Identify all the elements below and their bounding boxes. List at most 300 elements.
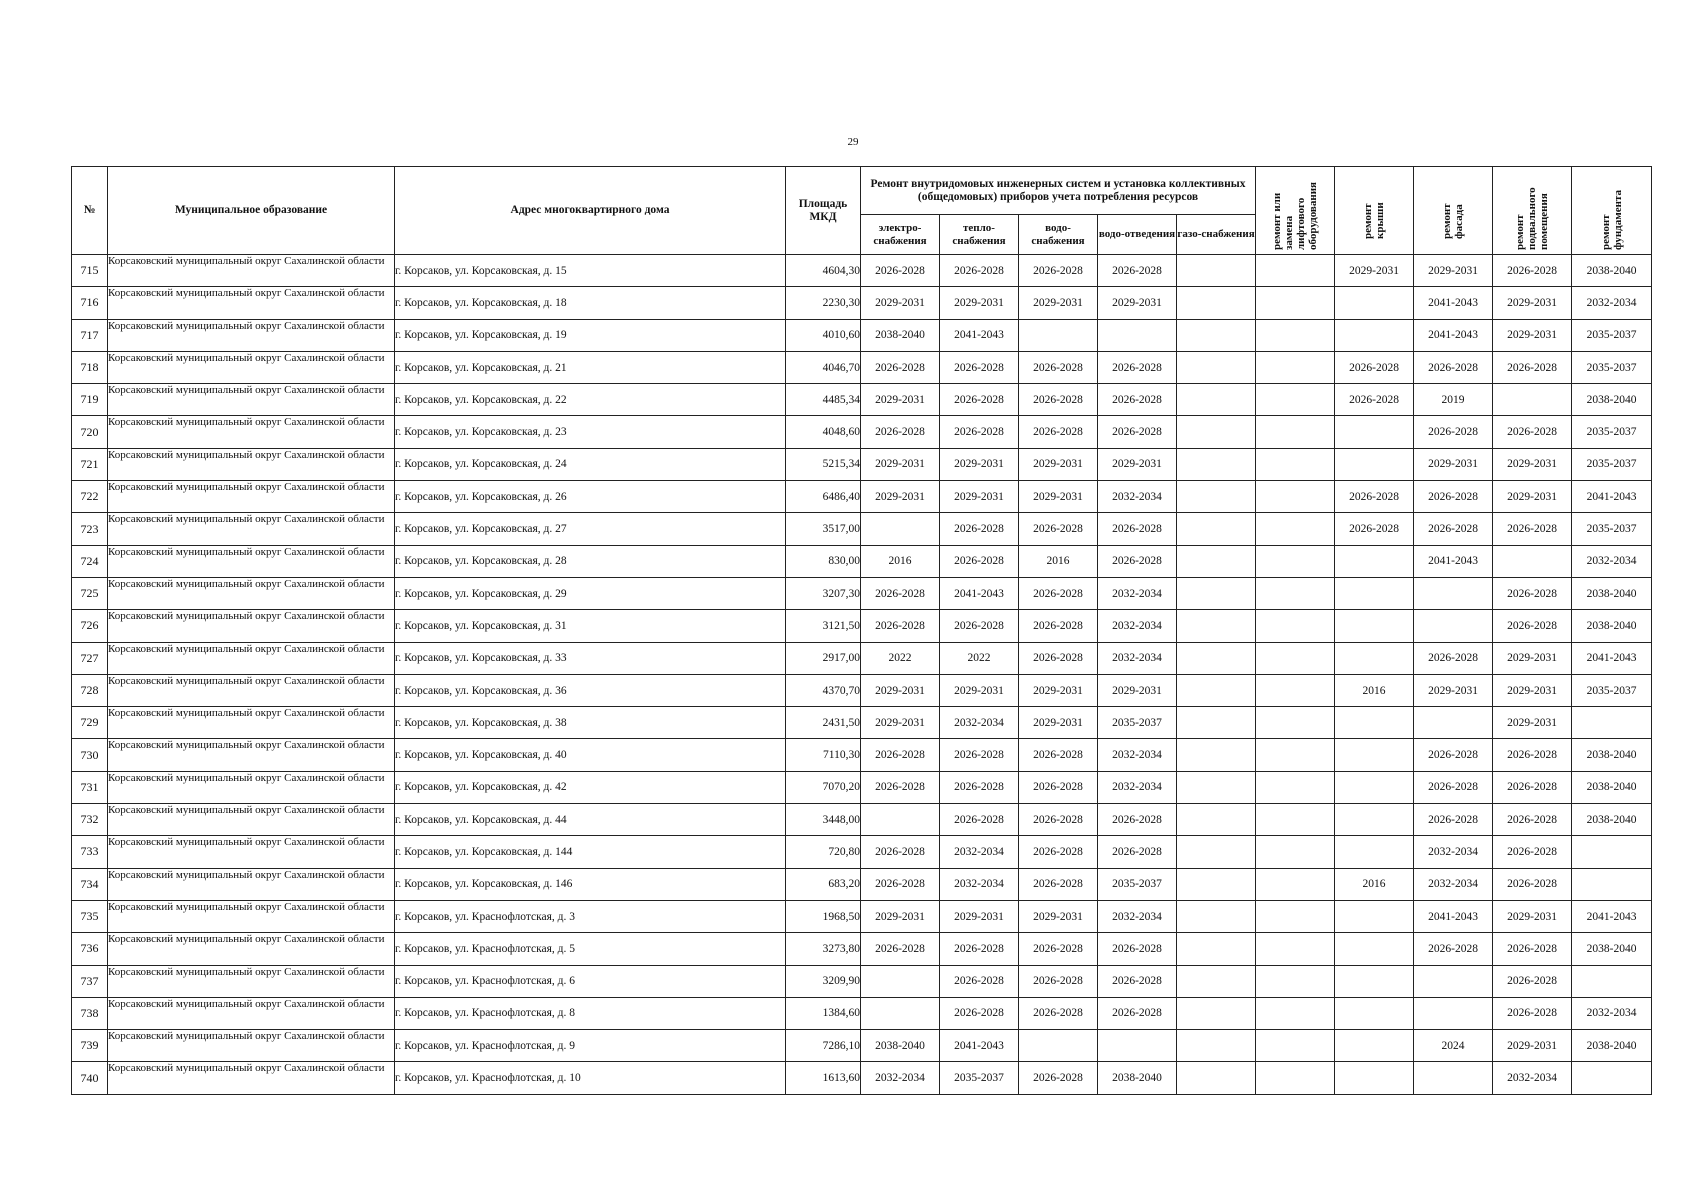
basement-cell (1493, 384, 1572, 416)
gas-cell (1177, 1062, 1256, 1094)
basement-cell: 2026-2028 (1493, 771, 1572, 803)
gas-cell (1177, 384, 1256, 416)
row-number: 715 (72, 255, 108, 287)
row-number: 724 (72, 545, 108, 577)
basement-cell: 2029-2031 (1493, 319, 1572, 351)
basement-cell: 2026-2028 (1493, 836, 1572, 868)
basement-cell: 2029-2031 (1493, 1030, 1572, 1062)
electricity-cell: 2026-2028 (861, 577, 940, 609)
address-cell: г. Корсаков, ул. Корсаковская, д. 44 (395, 804, 786, 836)
roof-cell (1335, 448, 1414, 480)
heat-cell: 2026-2028 (940, 739, 1019, 771)
table-row (72, 577, 1652, 609)
facade-cell: 2041-2043 (1414, 900, 1493, 932)
heat-cell: 2041-2043 (940, 1030, 1019, 1062)
basement-cell: 2029-2031 (1493, 674, 1572, 706)
foundation-cell: 2035-2037 (1572, 416, 1652, 448)
facade-cell: 2019 (1414, 384, 1493, 416)
row-number: 716 (72, 287, 108, 319)
facade-cell: 2032-2034 (1414, 836, 1493, 868)
heat-cell: 2032-2034 (940, 836, 1019, 868)
facade-cell: 2026-2028 (1414, 642, 1493, 674)
water-disposal-cell: 2035-2037 (1098, 868, 1177, 900)
lift-cell (1256, 287, 1335, 319)
roof-cell (1335, 707, 1414, 739)
municipality-cell: Корсаковский муниципальный округ Сахалинской области (108, 965, 395, 997)
foundation-cell: 2035-2037 (1572, 319, 1652, 351)
gas-cell (1177, 707, 1256, 739)
address-cell: г. Корсаков, ул. Корсаковская, д. 144 (395, 836, 786, 868)
lift-cell (1256, 255, 1335, 287)
water-supply-cell: 2026-2028 (1019, 577, 1098, 609)
heat-cell: 2026-2028 (940, 997, 1019, 1029)
row-number: 737 (72, 965, 108, 997)
electricity-cell (861, 513, 940, 545)
municipality-cell: Корсаковский муниципальный округ Сахалинской области (108, 481, 395, 513)
repair-schedule-table (71, 166, 1652, 1095)
header-gas: газо-снабжения (1177, 215, 1256, 255)
heat-cell: 2035-2037 (940, 1062, 1019, 1094)
lift-cell (1256, 319, 1335, 351)
heat-cell: 2026-2028 (940, 351, 1019, 383)
water-supply-cell: 2026-2028 (1019, 739, 1098, 771)
row-number: 726 (72, 610, 108, 642)
roof-cell: 2016 (1335, 868, 1414, 900)
facade-cell: 2026-2028 (1414, 351, 1493, 383)
header-foundation-label: ремонт фундамента (1599, 189, 1624, 250)
foundation-cell: 2038-2040 (1572, 739, 1652, 771)
municipality-cell: Корсаковский муниципальный округ Сахалинской области (108, 674, 395, 706)
table-row (72, 836, 1652, 868)
electricity-cell: 2016 (861, 545, 940, 577)
header-water-supply: водо-снабжения (1019, 215, 1098, 255)
gas-cell (1177, 416, 1256, 448)
roof-cell (1335, 739, 1414, 771)
electricity-cell: 2026-2028 (861, 771, 940, 803)
gas-cell (1177, 933, 1256, 965)
water-supply-cell: 2029-2031 (1019, 448, 1098, 480)
row-number: 727 (72, 642, 108, 674)
header-address: Адрес многоквартирного дома (395, 167, 786, 255)
address-cell: г. Корсаков, ул. Корсаковская, д. 23 (395, 416, 786, 448)
water-disposal-cell: 2026-2028 (1098, 351, 1177, 383)
facade-cell (1414, 610, 1493, 642)
header-basement (1493, 167, 1572, 255)
lift-cell (1256, 739, 1335, 771)
roof-cell (1335, 1062, 1414, 1094)
row-number: 738 (72, 997, 108, 1029)
table-row (72, 1062, 1652, 1094)
basement-cell: 2026-2028 (1493, 610, 1572, 642)
electricity-cell: 2026-2028 (861, 416, 940, 448)
header-water-disposal: водо-отведения (1098, 215, 1177, 255)
heat-cell: 2026-2028 (940, 933, 1019, 965)
address-cell: г. Корсаков, ул. Краснофлотская, д. 8 (395, 997, 786, 1029)
municipality-cell: Корсаковский муниципальный округ Сахалинской области (108, 900, 395, 932)
basement-cell: 2029-2031 (1493, 707, 1572, 739)
row-number: 725 (72, 577, 108, 609)
municipality-cell: Корсаковский муниципальный округ Сахалинской области (108, 610, 395, 642)
table-row (72, 771, 1652, 803)
header-municipality: Муниципальное образование (108, 167, 395, 255)
municipality-cell: Корсаковский муниципальный округ Сахалинской области (108, 771, 395, 803)
gas-cell (1177, 577, 1256, 609)
row-number: 734 (72, 868, 108, 900)
lift-cell (1256, 545, 1335, 577)
roof-cell (1335, 836, 1414, 868)
header-electricity: электро-снабжения (861, 215, 940, 255)
row-number: 728 (72, 674, 108, 706)
electricity-cell: 2029-2031 (861, 481, 940, 513)
foundation-cell: 2038-2040 (1572, 1030, 1652, 1062)
area-cell: 4010,60 (786, 319, 861, 351)
heat-cell: 2026-2028 (940, 804, 1019, 836)
address-cell: г. Корсаков, ул. Корсаковская, д. 22 (395, 384, 786, 416)
heat-cell: 2026-2028 (940, 513, 1019, 545)
heat-cell: 2029-2031 (940, 448, 1019, 480)
facade-cell (1414, 997, 1493, 1029)
heat-cell: 2029-2031 (940, 481, 1019, 513)
table-row (72, 416, 1652, 448)
basement-cell: 2029-2031 (1493, 287, 1572, 319)
heat-cell: 2026-2028 (940, 255, 1019, 287)
basement-cell: 2026-2028 (1493, 739, 1572, 771)
electricity-cell: 2026-2028 (861, 933, 940, 965)
lift-cell (1256, 610, 1335, 642)
heat-cell: 2029-2031 (940, 674, 1019, 706)
municipality-cell: Корсаковский муниципальный округ Сахалинской области (108, 868, 395, 900)
page-number: 29 (847, 136, 859, 148)
water-disposal-cell: 2032-2034 (1098, 771, 1177, 803)
area-cell: 7070,20 (786, 771, 861, 803)
water-supply-cell: 2029-2031 (1019, 707, 1098, 739)
roof-cell (1335, 319, 1414, 351)
table-row (72, 351, 1652, 383)
lift-cell (1256, 707, 1335, 739)
address-cell: г. Корсаков, ул. Корсаковская, д. 28 (395, 545, 786, 577)
header-lift-label: ремонт или замена лифтового оборудования (1271, 181, 1320, 250)
water-supply-cell: 2026-2028 (1019, 997, 1098, 1029)
lift-cell (1256, 900, 1335, 932)
water-disposal-cell: 2032-2034 (1098, 610, 1177, 642)
address-cell: г. Корсаков, ул. Краснофлотская, д. 10 (395, 1062, 786, 1094)
address-cell: г. Корсаков, ул. Краснофлотская, д. 3 (395, 900, 786, 932)
gas-cell (1177, 836, 1256, 868)
header-area: Площадь МКД (786, 167, 861, 255)
water-supply-cell: 2029-2031 (1019, 674, 1098, 706)
row-number: 733 (72, 836, 108, 868)
foundation-cell: 2038-2040 (1572, 933, 1652, 965)
gas-cell (1177, 513, 1256, 545)
heat-cell: 2041-2043 (940, 319, 1019, 351)
foundation-cell: 2041-2043 (1572, 481, 1652, 513)
municipality-cell: Корсаковский муниципальный округ Сахалинской области (108, 287, 395, 319)
row-number: 730 (72, 739, 108, 771)
table-row (72, 481, 1652, 513)
gas-cell (1177, 997, 1256, 1029)
facade-cell: 2029-2031 (1414, 448, 1493, 480)
municipality-cell: Корсаковский муниципальный округ Сахалинской области (108, 351, 395, 383)
facade-cell: 2026-2028 (1414, 771, 1493, 803)
table-row (72, 513, 1652, 545)
water-supply-cell: 2026-2028 (1019, 513, 1098, 545)
area-cell: 6486,40 (786, 481, 861, 513)
municipality-cell: Корсаковский муниципальный округ Сахалинской области (108, 513, 395, 545)
lift-cell (1256, 513, 1335, 545)
water-supply-cell: 2026-2028 (1019, 351, 1098, 383)
water-disposal-cell: 2026-2028 (1098, 416, 1177, 448)
roof-cell (1335, 1030, 1414, 1062)
electricity-cell: 2022 (861, 642, 940, 674)
foundation-cell (1572, 1062, 1652, 1094)
water-disposal-cell: 2026-2028 (1098, 836, 1177, 868)
table-row (72, 255, 1652, 287)
row-number: 718 (72, 351, 108, 383)
electricity-cell: 2026-2028 (861, 255, 940, 287)
gas-cell (1177, 481, 1256, 513)
address-cell: г. Корсаков, ул. Краснофлотская, д. 5 (395, 933, 786, 965)
table-row (72, 448, 1652, 480)
gas-cell (1177, 610, 1256, 642)
facade-cell (1414, 577, 1493, 609)
water-supply-cell: 2026-2028 (1019, 965, 1098, 997)
basement-cell: 2032-2034 (1493, 1062, 1572, 1094)
municipality-cell: Корсаковский муниципальный округ Сахалинской области (108, 642, 395, 674)
foundation-cell: 2038-2040 (1572, 771, 1652, 803)
area-cell: 4370,70 (786, 674, 861, 706)
water-disposal-cell: 2032-2034 (1098, 481, 1177, 513)
electricity-cell: 2032-2034 (861, 1062, 940, 1094)
electricity-cell: 2026-2028 (861, 351, 940, 383)
roof-cell: 2026-2028 (1335, 481, 1414, 513)
area-cell: 3273,80 (786, 933, 861, 965)
table-row (72, 739, 1652, 771)
row-number: 723 (72, 513, 108, 545)
lift-cell (1256, 448, 1335, 480)
lift-cell (1256, 997, 1335, 1029)
water-disposal-cell: 2026-2028 (1098, 255, 1177, 287)
area-cell: 4485,34 (786, 384, 861, 416)
heat-cell: 2032-2034 (940, 707, 1019, 739)
roof-cell: 2026-2028 (1335, 351, 1414, 383)
basement-cell: 2026-2028 (1493, 997, 1572, 1029)
water-disposal-cell: 2026-2028 (1098, 804, 1177, 836)
water-disposal-cell: 2026-2028 (1098, 545, 1177, 577)
table-row (72, 900, 1652, 932)
address-cell: г. Корсаков, ул. Корсаковская, д. 33 (395, 642, 786, 674)
address-cell: г. Корсаков, ул. Корсаковская, д. 40 (395, 739, 786, 771)
area-cell: 3517,00 (786, 513, 861, 545)
municipality-cell: Корсаковский муниципальный округ Сахалинской области (108, 255, 395, 287)
address-cell: г. Корсаков, ул. Краснофлотская, д. 9 (395, 1030, 786, 1062)
header-roof-label: ремонт крыши (1362, 201, 1387, 239)
heat-cell: 2026-2028 (940, 965, 1019, 997)
basement-cell: 2026-2028 (1493, 965, 1572, 997)
basement-cell: 2026-2028 (1493, 868, 1572, 900)
table-row (72, 1030, 1652, 1062)
area-cell: 2230,30 (786, 287, 861, 319)
lift-cell (1256, 868, 1335, 900)
roof-cell: 2026-2028 (1335, 384, 1414, 416)
lift-cell (1256, 771, 1335, 803)
basement-cell: 2029-2031 (1493, 900, 1572, 932)
address-cell: г. Корсаков, ул. Корсаковская, д. 36 (395, 674, 786, 706)
gas-cell (1177, 545, 1256, 577)
heat-cell: 2026-2028 (940, 610, 1019, 642)
row-number: 735 (72, 900, 108, 932)
electricity-cell: 2029-2031 (861, 384, 940, 416)
header-foundation (1572, 167, 1652, 255)
area-cell: 830,00 (786, 545, 861, 577)
water-supply-cell: 2029-2031 (1019, 481, 1098, 513)
municipality-cell: Корсаковский муниципальный округ Сахалинской области (108, 836, 395, 868)
foundation-cell: 2035-2037 (1572, 674, 1652, 706)
row-number: 720 (72, 416, 108, 448)
lift-cell (1256, 577, 1335, 609)
foundation-cell (1572, 836, 1652, 868)
gas-cell (1177, 771, 1256, 803)
water-disposal-cell (1098, 319, 1177, 351)
water-supply-cell (1019, 1030, 1098, 1062)
header-facade (1414, 167, 1493, 255)
roof-cell (1335, 287, 1414, 319)
address-cell: г. Корсаков, ул. Корсаковская, д. 19 (395, 319, 786, 351)
water-supply-cell: 2026-2028 (1019, 384, 1098, 416)
area-cell: 2917,00 (786, 642, 861, 674)
water-disposal-cell: 2032-2034 (1098, 642, 1177, 674)
area-cell: 1968,50 (786, 900, 861, 932)
row-number: 731 (72, 771, 108, 803)
area-cell: 1613,60 (786, 1062, 861, 1094)
water-supply-cell: 2026-2028 (1019, 416, 1098, 448)
row-number: 722 (72, 481, 108, 513)
gas-cell (1177, 1030, 1256, 1062)
header-engineering-group: Ремонт внутридомовых инженерных систем и установка коллективных (общедомовых) приборов учета потребления ресурсов (861, 167, 1256, 215)
water-supply-cell: 2026-2028 (1019, 771, 1098, 803)
heat-cell: 2032-2034 (940, 868, 1019, 900)
heat-cell: 2029-2031 (940, 900, 1019, 932)
table-row (72, 707, 1652, 739)
basement-cell: 2029-2031 (1493, 481, 1572, 513)
basement-cell: 2026-2028 (1493, 351, 1572, 383)
address-cell: г. Корсаков, ул. Корсаковская, д. 31 (395, 610, 786, 642)
facade-cell: 2041-2043 (1414, 287, 1493, 319)
foundation-cell: 2032-2034 (1572, 545, 1652, 577)
lift-cell (1256, 933, 1335, 965)
area-cell: 4048,60 (786, 416, 861, 448)
facade-cell: 2041-2043 (1414, 319, 1493, 351)
address-cell: г. Корсаков, ул. Корсаковская, д. 24 (395, 448, 786, 480)
area-cell: 5215,34 (786, 448, 861, 480)
electricity-cell: 2026-2028 (861, 739, 940, 771)
row-number: 721 (72, 448, 108, 480)
lift-cell (1256, 351, 1335, 383)
municipality-cell: Корсаковский муниципальный округ Сахалинской области (108, 804, 395, 836)
roof-cell (1335, 416, 1414, 448)
basement-cell (1493, 545, 1572, 577)
facade-cell (1414, 1062, 1493, 1094)
area-cell: 4046,70 (786, 351, 861, 383)
roof-cell (1335, 933, 1414, 965)
lift-cell (1256, 481, 1335, 513)
area-cell: 3209,90 (786, 965, 861, 997)
roof-cell (1335, 771, 1414, 803)
electricity-cell: 2026-2028 (861, 868, 940, 900)
gas-cell (1177, 900, 1256, 932)
electricity-cell (861, 804, 940, 836)
address-cell: г. Корсаков, ул. Корсаковская, д. 29 (395, 577, 786, 609)
table-row (72, 642, 1652, 674)
water-supply-cell: 2026-2028 (1019, 868, 1098, 900)
facade-cell: 2026-2028 (1414, 513, 1493, 545)
row-number: 740 (72, 1062, 108, 1094)
gas-cell (1177, 868, 1256, 900)
table-row (72, 545, 1652, 577)
facade-cell: 2029-2031 (1414, 255, 1493, 287)
water-disposal-cell (1098, 1030, 1177, 1062)
header-facade-label: ремонт фасада (1441, 202, 1466, 239)
header-basement-label: ремонт подвального помещения (1514, 186, 1551, 250)
electricity-cell: 2029-2031 (861, 674, 940, 706)
foundation-cell: 2035-2037 (1572, 448, 1652, 480)
table-row (72, 804, 1652, 836)
facade-cell: 2041-2043 (1414, 545, 1493, 577)
foundation-cell: 2035-2037 (1572, 351, 1652, 383)
municipality-cell: Корсаковский муниципальный округ Сахалинской области (108, 707, 395, 739)
facade-cell: 2026-2028 (1414, 933, 1493, 965)
facade-cell: 2024 (1414, 1030, 1493, 1062)
municipality-cell: Корсаковский муниципальный округ Сахалинской области (108, 1030, 395, 1062)
water-supply-cell: 2026-2028 (1019, 1062, 1098, 1094)
water-disposal-cell: 2026-2028 (1098, 997, 1177, 1029)
foundation-cell: 2038-2040 (1572, 384, 1652, 416)
electricity-cell: 2029-2031 (861, 448, 940, 480)
gas-cell (1177, 351, 1256, 383)
heat-cell: 2026-2028 (940, 384, 1019, 416)
roof-cell (1335, 545, 1414, 577)
water-supply-cell: 2026-2028 (1019, 255, 1098, 287)
area-cell: 3448,00 (786, 804, 861, 836)
foundation-cell: 2032-2034 (1572, 287, 1652, 319)
electricity-cell: 2029-2031 (861, 287, 940, 319)
municipality-cell: Корсаковский муниципальный округ Сахалинской области (108, 416, 395, 448)
facade-cell (1414, 707, 1493, 739)
gas-cell (1177, 674, 1256, 706)
address-cell: г. Корсаков, ул. Корсаковская, д. 18 (395, 287, 786, 319)
facade-cell: 2026-2028 (1414, 739, 1493, 771)
address-cell: г. Корсаков, ул. Корсаковская, д. 26 (395, 481, 786, 513)
foundation-cell: 2038-2040 (1572, 577, 1652, 609)
water-supply-cell: 2026-2028 (1019, 642, 1098, 674)
municipality-cell: Корсаковский муниципальный округ Сахалинской области (108, 384, 395, 416)
header-heat: тепло-снабжения (940, 215, 1019, 255)
table-body (72, 255, 1652, 1095)
address-cell: г. Корсаков, ул. Корсаковская, д. 15 (395, 255, 786, 287)
foundation-cell: 2032-2034 (1572, 997, 1652, 1029)
roof-cell (1335, 642, 1414, 674)
electricity-cell: 2026-2028 (861, 836, 940, 868)
water-disposal-cell: 2032-2034 (1098, 739, 1177, 771)
basement-cell: 2026-2028 (1493, 255, 1572, 287)
address-cell: г. Корсаков, ул. Краснофлотская, д. 6 (395, 965, 786, 997)
foundation-cell: 2038-2040 (1572, 804, 1652, 836)
basement-cell: 2029-2031 (1493, 448, 1572, 480)
water-disposal-cell: 2032-2034 (1098, 900, 1177, 932)
gas-cell (1177, 804, 1256, 836)
water-disposal-cell: 2032-2034 (1098, 577, 1177, 609)
gas-cell (1177, 255, 1256, 287)
water-supply-cell: 2026-2028 (1019, 610, 1098, 642)
